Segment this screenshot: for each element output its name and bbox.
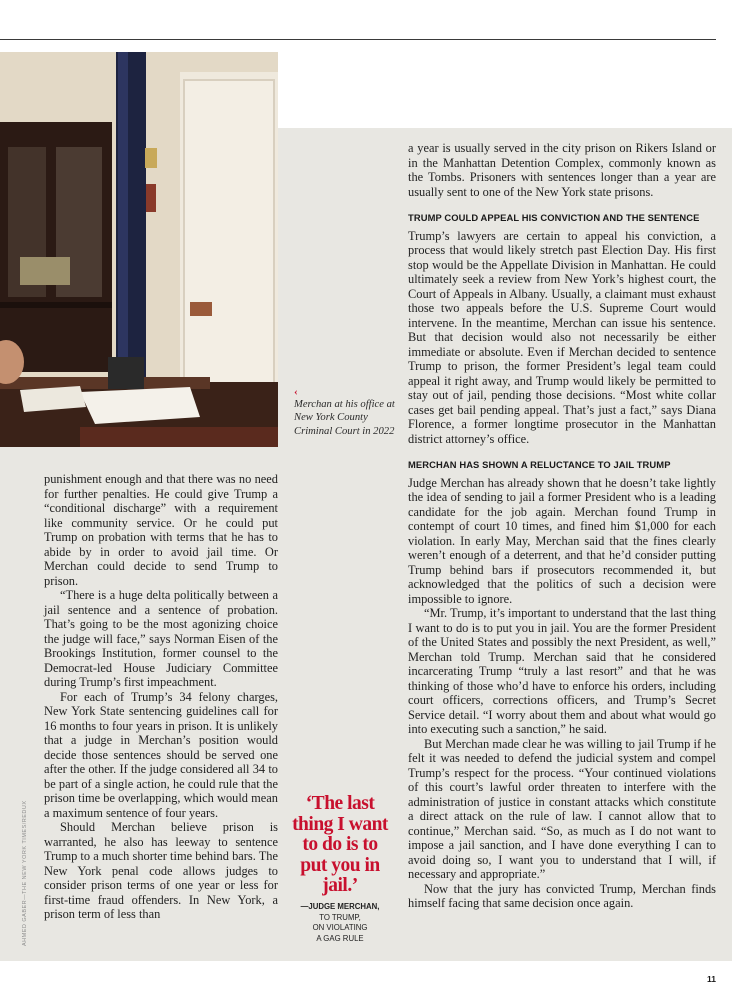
body-paragraph: But Merchan made clear he was willing to jail Trump if he felt it was needed to defend the judicial system and compel Trump’s respect for the process. “Your continued violations of this court’s lawful order threaten to interfere with the administration of justice in constant attacks which constitute a direct attack on the rule of law. I cannot allow that to continue,” Merchan said. “So, as much as I do not want to impose a jail sanction, and I have done everything I can to avoid doing so, I want you to understand that I will, if necessary and appropriate.”: [408, 736, 716, 881]
body-paragraph: punishment enough and that there was no need for further penalties. He could give Trump a “conditional discharge” with a requirement like community service. Or he could put Trump on probation with terms that he has to abide by in order to avoid jail time. Or Merchan could decide to send Trump to prison.: [44, 472, 278, 588]
attribution-name: —JUDGE MERCHAN,: [300, 902, 380, 911]
body-paragraph: For each of Trump’s 34 felony charges, New York State sentencing guidelines call for 16 months to four years in prison. It is unlikely that a judge in Merchan’s position would decide those sentences should be served one after the other. If the judge considered all 34 to be part of a single action, he could rule that the prison time be overlapping, which would mean a maximum sentence of four years.: [44, 689, 278, 820]
page-number: 11: [707, 974, 716, 984]
body-paragraph: Judge Merchan has already shown that he doesn’t take lightly the idea of sending to jail a former President who is a leading candidate for the job again. Merchan found Trump in contempt of court 10 times, and fined him $1,000 for each violation. In early May, Merchan said that the fines clearly weren’t enough of a deterrent, and that he’d consider putting Trump behind bars if prosecutors recommended it, but acknowledged that the politics of such a decision were impossible to ignore.: [408, 475, 716, 606]
top-rule: [0, 39, 716, 40]
body-paragraph: Trump’s lawyers are certain to appeal his conviction, a process that would likely stretch past Election Day. His first stop would be the Appellate Division in Manhattan. He could ultimately seek a review from New York’s highest court, the Court of Appeals in Albany. Usually, a claimant must exhaust those two appeals before the U.S. Supreme Court would intervene. In the meantime, Merchan can issue his sentence. But that decision would also not necessarily be either immediate or absolute. Even if Merchan decided to sentence Trump to prison, the former President’s legal team could appeal it right away, and Trump would likely be permitted to stay out of jail, pending those decisions. “Most white collar cases get bail pending appeal. That’s just a fact,” says Diana Florence, a former longtime prosecutor in the Manhattan district attorney’s office.: [408, 228, 716, 446]
section-heading-reluctance: MERCHAN HAS SHOWN A RELUCTANCE TO JAIL TRUMP: [408, 459, 671, 470]
pull-quote-attribution: [288, 902, 392, 944]
attribution-line: TO TRUMP,: [319, 912, 361, 922]
body-paragraph: “Mr. Trump, it’s important to understand that the last thing I want to do is to put you in jail. You are the former President of the United States and possibly the next President, as well,” Merchan told Trump. Merchan said that he considered incarcerating Trump “truly a last resort” and that he was thinking of those who’d have to enforce his orders, including court officers, corrections officers, and Trump’s Secret Service detail. “I worry about them and about what would go into executing such a sanction,” he said.: [408, 606, 716, 736]
attribution-line: ON VIOLATING: [312, 923, 368, 932]
body-paragraph: “There is a huge delta politically between a jail sentence and a sentence of probation. That’s going to be the most agonizing choice the judge will face,” says Norman Eisen of the Brookings Institution, former counsel to the Democrat-led House Judiciary Committee during Trump’s first impeachment.: [44, 588, 278, 689]
caption-arrow-icon: ‹: [294, 386, 298, 398]
attribution-line: A GAG RULE: [316, 933, 364, 943]
body-paragraph: a year is usually served in the city prison on Rikers Island or in the Manhattan Detention Complex, commonly known as the Tombs. Prisoners with sentences longer than a year are usually sent to one of the New York state prisons.: [408, 141, 716, 199]
photo-illustration: [0, 52, 278, 447]
body-paragraph: Now that the jury has convicted Trump, Merchan finds himself facing that same decision once again.: [408, 881, 716, 910]
article-column-left: [44, 472, 278, 922]
article-column-right: [408, 141, 716, 911]
section-heading-appeal: TRUMP COULD APPEAL HIS CONVICTION AND THE SENTENCE: [408, 212, 700, 223]
photo-caption: [294, 386, 399, 438]
photo-caption-text: Merchan at his office at New York County Criminal Court in 2022: [294, 399, 395, 437]
photo-credit: AHMED GABER—THE NEW YORK TIMES/REDUX: [22, 800, 28, 946]
photo-merchan-office: [0, 52, 278, 447]
body-paragraph: Should Merchan believe prison is warranted, he also has leeway to sentence Trump to a much shorter time behind bars. The New York penal code allows judges to consider prison terms of one year or less for first-time fraud offenders. In New York, a prison term of less than: [44, 820, 278, 921]
pull-quote: ‘The last thing I want to do is to put you in jail.’: [292, 793, 388, 896]
